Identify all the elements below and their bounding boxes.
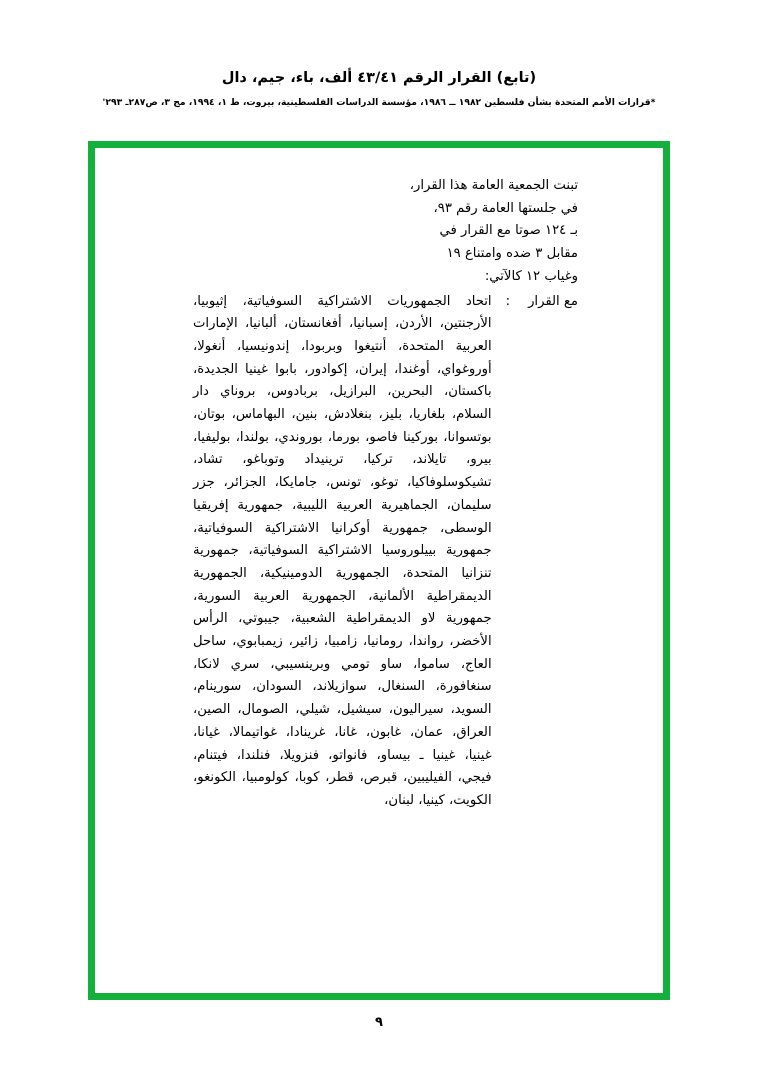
intro-block — [348, 175, 578, 289]
votes-for-label — [492, 291, 578, 813]
page-number: ٩ — [375, 1015, 383, 1030]
page-title: (تابع) القرار الرقم ٤٣/٤١ ألف، باء، جيم، دال — [221, 70, 537, 86]
votes-for-label-colon: : — [505, 293, 511, 309]
resolution-body — [193, 175, 578, 813]
intro-line-5: وغياب ١٢ كالآتي: — [484, 268, 578, 284]
votes-for-label-text: مع القرار — [528, 293, 578, 309]
intro-line-3: بـ ١٢٤ صوتا مع القرار في — [439, 223, 578, 239]
intro-line-2: في جلستها العامة رقم ٩٣، — [433, 200, 578, 216]
document-header — [0, 0, 758, 108]
intro-line-4: مقابل ٣ ضده وامتناع ١٩ — [446, 246, 578, 262]
votes-for-countries: اتحاد الجمهوريات الاشتراكية السوفياتية، إثيوبيا، الأرجنتين، الأردن، إسبانيا، أفغانستان، ألبانيا، الإمارات العربية المتحدة، أنتيغوا وبربودا، إندونيسيا، أنغولا، أوروغواي، أوغندا، إيران، إكوادور، بابوا غينيا الجديدة، باكستان، البحرين، البرازيل، بربادوس، بروناي دار السلام، بلغاريا، بليز، بنغلادش، بنين، البهاماس، بوتان، بوتسوانا، بوركينا فاصو، بورما، بوروندي، بولندا، بوليفيا، بيرو، تايلاند، تركيا، ترينيداد وتوباغو، تشاد، تشيكوسلوفاكيا، توغو، تونس، جامايكا، الجزائر، جزر سليمان، الجماهيرية العربية الليبية، جمهورية إفريقيا الوسطى، جمهورية أوكرانيا الاشتراكية السوفياتية، جمهورية بييلوروسيا الاشتراكية السوفياتية، جمهورية تنزانيا المتحدة، الجمهورية الدومينيكية، الجمهورية الديمقراطية الألمانية، الجمهورية العربية السورية، جمهورية لاو الديمقراطية الشعبية، جيبوتي، الرأس الأخضر، رواندا، رومانيا، زامبيا، زائير، زيمبابوي، ساحل العاج، ساموا، ساو تومي وبرينسيبي، سري لانكا، سنغافورة، السنغال، سوازيلاند، السودان، سورينام، السويد، سيراليون، سيشيل، شيلي، الصومال، الصين، العراق، عمان، غابون، غانا، غرينادا، غواتيمالا، غيانا، غينيا، غينيا ـ بيساو، فانواتو، فنزويلا، فنلندا، فيتنام، فيجي، الفيليبين، قبرص، قطر، كوبا، كولومبيا، الكونغو، الكويت، كينيا، لبنان، — [193, 293, 492, 808]
votes-for-block — [193, 291, 578, 813]
source-citation: *قرارات الأمم المتحدة بشأن فلسطين ١٩٨٢ ــ ١٩٨٦، مؤسسة الدراسات الفلسطينية، بيروت، ط ١، ١٩٩٤، مج ٣، ص٢٨٧ـ ٢٩٣' — [102, 97, 656, 109]
intro-line-1: تبنت الجمعية العامة هذا القرار، — [409, 178, 578, 193]
